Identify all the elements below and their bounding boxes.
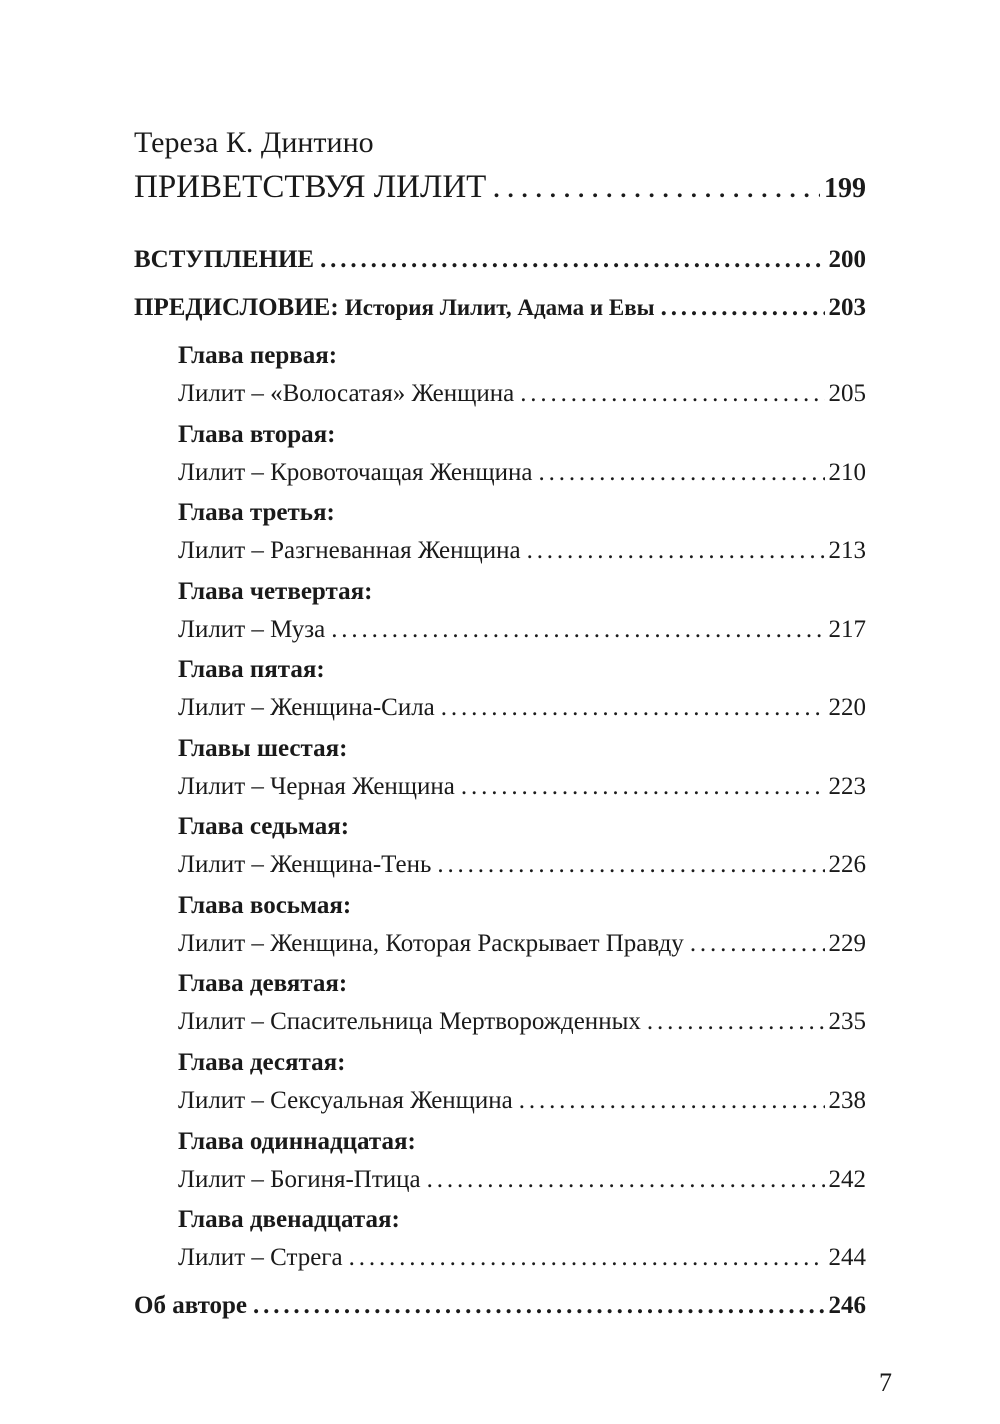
dot-leader (441, 693, 825, 723)
chapter-entry (178, 458, 866, 488)
chapter-heading: Главы шестая: (178, 734, 348, 762)
chapter-heading: Глава четвертая: (178, 577, 373, 605)
dot-leader (331, 615, 824, 645)
chapter-entry (178, 772, 866, 802)
page-number: 210 (828, 458, 866, 486)
page-number: 238 (828, 1086, 866, 1114)
page-number: 235 (828, 1008, 866, 1036)
entry-label-rest: История Лилит, Адама и Евы (344, 295, 655, 320)
chapter-entry (178, 929, 866, 959)
chapter-entry (178, 615, 866, 645)
page-number: 246 (828, 1292, 866, 1319)
chapter-heading: Глава седьмая: (178, 813, 350, 841)
page-number: 242 (828, 1165, 866, 1193)
entry-label: Лилит – Стрега (178, 1244, 343, 1272)
entry-label: Лилит – Женщина-Тень (178, 851, 432, 879)
dot-leader (539, 458, 825, 488)
toc-entry-preface (134, 293, 866, 323)
entry-label: Лилит – Разгневанная Женщина (178, 537, 521, 565)
dot-leader (437, 850, 824, 880)
entry-label: Об авторе (134, 1292, 248, 1319)
dot-leader (647, 1007, 825, 1037)
entry-label: Лилит – Муза (178, 615, 326, 643)
toc-entry-intro (134, 245, 866, 275)
chapter-entry (178, 693, 866, 723)
chapter-entry (178, 1165, 866, 1195)
chapter-heading: Глава девятая: (178, 970, 348, 998)
entry-label: Лилит – Черная Женщина (178, 772, 455, 800)
page-number: 199 (824, 173, 866, 204)
entry-label: ПРИВЕТСТВУЯ ЛИЛИТ (134, 169, 487, 205)
entry-label: Лилит – Женщина, Которая Раскрывает Правду (178, 929, 684, 957)
chapter-heading: Глава одиннадцатая: (178, 1127, 416, 1155)
page-number: 203 (828, 294, 866, 321)
dot-leader (492, 168, 820, 206)
dot-leader (349, 1243, 825, 1273)
author-name: Тереза К. Динтино (134, 126, 374, 159)
page-number: 223 (828, 772, 866, 800)
chapter-heading: Глава вторая: (178, 420, 336, 448)
chapter-heading: Глава пятая: (178, 656, 325, 684)
entry-label-prefix: ПРЕДИСЛОВИЕ: (134, 294, 339, 321)
page-number: 213 (828, 537, 866, 565)
chapter-heading: Глава десятая: (178, 1048, 346, 1076)
page-number: 205 (828, 380, 866, 407)
dot-leader (661, 293, 825, 323)
entry-label: Лилит – Сексуальная Женщина (178, 1086, 513, 1114)
entry-label: Лилит – Кровоточащая Женщина (178, 458, 533, 486)
chapter-entry (178, 1243, 866, 1273)
page-number: 226 (828, 851, 866, 879)
chapter-entry (178, 1007, 866, 1037)
chapter-entry (178, 1086, 866, 1116)
dot-leader (520, 379, 824, 409)
dot-leader (253, 1291, 824, 1321)
chapter-heading: Глава восьмая: (178, 891, 352, 919)
entry-label: Лилит – Женщина-Сила (178, 694, 435, 722)
page-number: 217 (828, 615, 866, 643)
toc-entry-title (134, 168, 866, 208)
dot-leader (690, 929, 825, 959)
dot-leader (527, 536, 825, 566)
page-number: 244 (828, 1244, 866, 1272)
dot-leader (461, 772, 825, 802)
chapter-heading: Глава двенадцатая: (178, 1206, 400, 1234)
folio-page-number: 7 (879, 1368, 892, 1397)
chapter-heading: Глава первая: (178, 342, 338, 369)
entry-label: Лилит – «Волосатая» Женщина (178, 380, 515, 407)
chapter-heading: Глава третья: (178, 499, 335, 527)
page-number: 229 (828, 929, 866, 957)
chapter-entry (178, 850, 866, 880)
chapter-entry (178, 379, 866, 409)
page-number: 200 (828, 246, 866, 273)
entry-label: Лилит – Богиня-Птица (178, 1165, 421, 1193)
entry-label: Лилит – Спасительница Мертворожденных (178, 1008, 641, 1036)
entry-label: ВСТУПЛЕНИЕ (134, 246, 315, 273)
dot-leader (320, 245, 824, 275)
toc-entry-about (134, 1291, 866, 1321)
page-number: 220 (828, 694, 866, 722)
entry-label (134, 293, 655, 323)
dot-leader (427, 1165, 825, 1195)
chapter-entry (178, 536, 866, 566)
dot-leader (519, 1086, 825, 1116)
